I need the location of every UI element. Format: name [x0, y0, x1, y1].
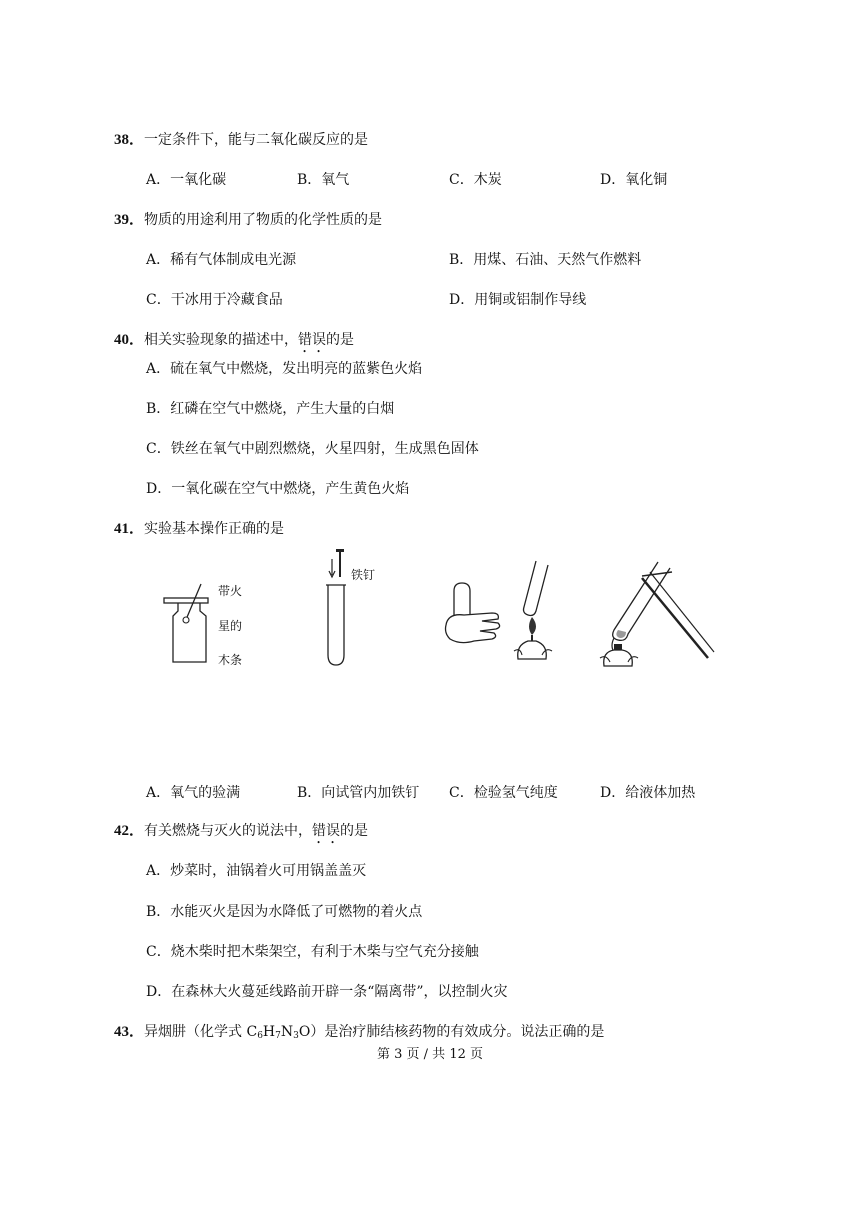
q41-option-b: B．向试管内加铁钉 [297, 785, 420, 801]
q40-option-b: B．红磷在空气中燃烧，产生大量的白烟 [146, 401, 395, 417]
gas-bottle-figure [160, 578, 220, 668]
question-text: 异烟肼（化学式 C [144, 1024, 258, 1040]
page-footer: 第 3 页 / 共 12 页 [377, 1047, 483, 1062]
q42-option-d: D．在森林大火蔓延线路前开辟一条“隔离带”，以控制火灾 [146, 984, 508, 1000]
question-39 [114, 210, 382, 230]
stick-label-line1: 带火 [218, 584, 243, 598]
q38-option-d: D．氧化铜 [600, 172, 668, 188]
formula-sub-n: 3 [293, 1031, 299, 1041]
question-number: 40． [114, 332, 145, 348]
question-text-end: 的是 [340, 823, 369, 839]
q42-option-c: C．烧木柴时把木柴架空，有利于木柴与空气充分接触 [146, 944, 479, 960]
emphasis-text: 错误 [312, 823, 341, 839]
question-text: 物质的用途利用了物质的化学性质的是 [144, 212, 383, 228]
question-text-end: 的是 [326, 332, 355, 348]
question-number: 43． [114, 1024, 145, 1040]
q42-option-b: B．水能灭火是因为水降低了可燃物的着火点 [146, 904, 423, 920]
question-number: 41． [114, 521, 145, 537]
formula-sub-h: 7 [275, 1031, 281, 1041]
question-number: 38． [114, 132, 145, 148]
question-41 [114, 519, 284, 539]
q41-option-c: C．检验氢气纯度 [449, 785, 558, 801]
question-text: 实验基本操作正确的是 [144, 521, 285, 537]
question-43 [114, 1022, 604, 1046]
q41-option-d: D．给液体加热 [600, 785, 696, 801]
q41-option-a: A．氧气的验满 [146, 785, 241, 801]
q39-option-c: C．干冰用于冷藏食品 [146, 292, 283, 308]
question-42 [114, 821, 368, 847]
question-40 [114, 330, 354, 356]
stick-label-line3: 木条 [218, 653, 243, 667]
q40-option-c: C．铁丝在氧气中剧烈燃烧，火星四射，生成黑色固体 [146, 441, 479, 457]
question-number: 42． [114, 823, 145, 839]
question-text: 有关燃烧与灭火的说法中， [144, 823, 313, 839]
q38-option-b: B．氧气 [297, 172, 350, 188]
q38-option-a: A．一氧化碳 [146, 172, 227, 188]
q39-option-a: A．稀有气体制成电光源 [146, 252, 297, 268]
q38-option-c: C．木炭 [449, 172, 502, 188]
question-text-end: O）是治疗肺结核药物的有效成分。说法正确的是 [298, 1024, 605, 1040]
q39-option-d: D．用铜或铝制作导线 [449, 292, 587, 308]
q39-option-b: B．用煤、石油、天然气作燃料 [449, 252, 642, 268]
question-text: 相关实验现象的描述中， [144, 332, 299, 348]
formula-sub-c: 6 [257, 1031, 263, 1041]
q40-option-a: A．硫在氧气中燃烧，发出明亮的蓝紫色火焰 [146, 361, 423, 377]
emphasis-text: 错误 [298, 332, 327, 348]
formula-h: H [262, 1024, 276, 1040]
hydrogen-purity-figure [440, 555, 560, 665]
test-tube-nail-figure [318, 545, 358, 670]
question-number: 39． [114, 212, 145, 228]
question-38 [114, 130, 368, 150]
q40-option-d: D．一氧化碳在空气中燃烧，产生黄色火焰 [146, 481, 410, 497]
stick-label-line2: 星的 [218, 619, 243, 633]
heating-liquid-figure [592, 558, 717, 670]
nail-label: 铁钉 [351, 568, 376, 582]
q42-option-a: A．炒菜时，油锅着火可用锅盖盖灭 [146, 863, 367, 879]
question-text: 一定条件下，能与二氧化碳反应的是 [144, 132, 369, 148]
formula-n: N [280, 1024, 294, 1040]
